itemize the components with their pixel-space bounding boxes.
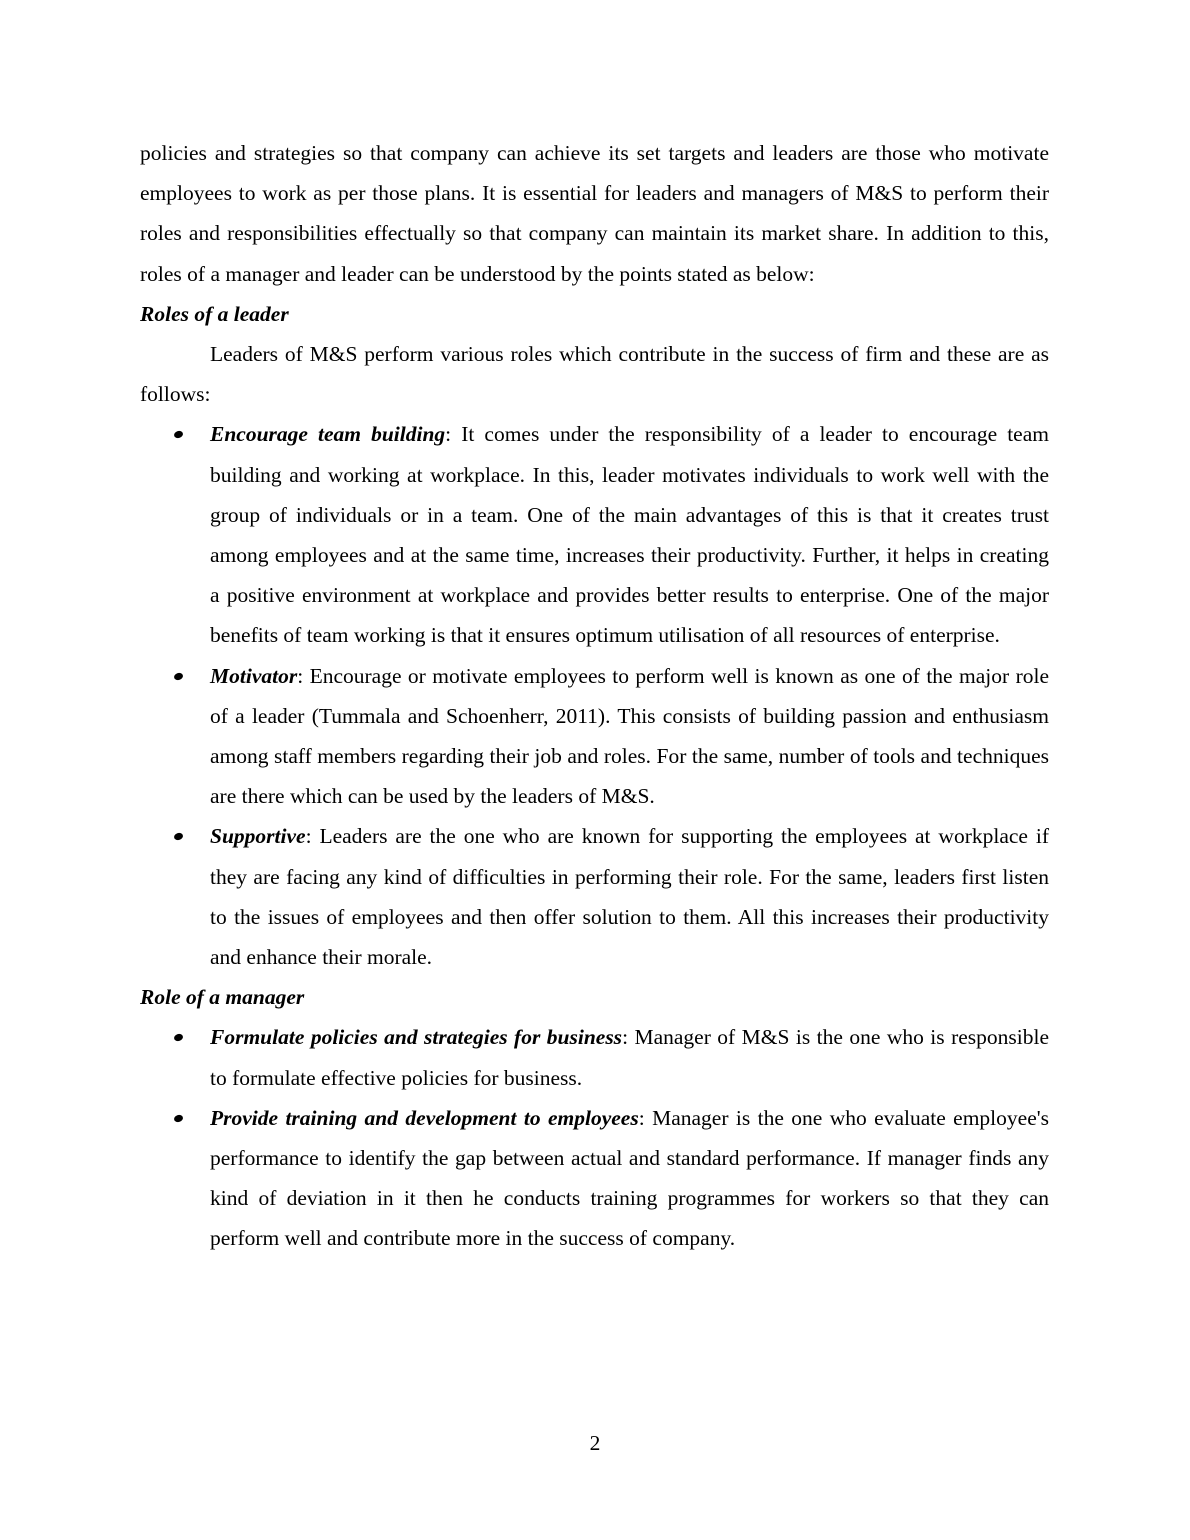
bullet-icon xyxy=(173,430,184,440)
leader-section-heading: Roles of a leader xyxy=(140,301,289,326)
bullet-icon xyxy=(173,1033,184,1043)
list-item-term: Formulate policies and strategies for business xyxy=(210,1025,623,1050)
list-item xyxy=(210,1098,1049,1259)
list-item xyxy=(210,414,1049,655)
list-item-term: Motivator xyxy=(210,663,298,688)
leader-roles-list xyxy=(140,414,1049,977)
document-page xyxy=(140,133,1049,1259)
intro-paragraph: policies and strategies so that company can achieve its set targets and leaders are those who motivate employees to work as per those plans. It is essential for leaders and managers of M&S to perform their roles and responsibilities effectually so that company can maintain its market share. In addition to this, roles of a manager and leader can be understood by the points stated as below: xyxy=(140,141,1049,286)
list-item xyxy=(210,816,1049,977)
bullet-icon xyxy=(173,1114,184,1124)
bullet-icon xyxy=(173,832,184,842)
list-item-text: : Leaders are the one who are known for supporting the employees at workplace if they are facing any kind of difficulties in performing their role. For the same, leaders first listen to the issues of employees and then offer solution to them. All this increases their productivity and enhance their morale. xyxy=(210,824,1049,970)
bullet-icon xyxy=(173,671,184,681)
list-item-term: Supportive xyxy=(210,824,306,849)
leader-section-intro: Leaders of M&S perform various roles which contribute in the success of firm and these are as follows: xyxy=(140,342,1049,407)
list-item-text: : Manager is the one who evaluate employee's performance to identify the gap between actual and standard performance. If manager finds any kind of deviation in it then he conducts training programmes for workers so that they can perform well and contribute more in the success of company. xyxy=(210,1105,1049,1251)
list-item-text: : Manager of M&S is the one who is responsible to formulate effective policies for business. xyxy=(210,1025,1050,1090)
list-item-text: : It comes under the responsibility of a leader to encourage team building and working at workplace. In this, leader motivates individuals to work well with the group of individuals or in a team. One of the main advantages of this is that it creates trust among employees and at the same time, increases their productivity. Further, it helps in creating a positive environment at workplace and provides better results to enterprise. One of the major benefits of team working is that it ensures optimum utilisation of all resources of enterprise. xyxy=(210,422,1049,648)
manager-roles-list xyxy=(140,1017,1049,1258)
manager-section-heading: Role of a manager xyxy=(140,985,305,1010)
list-item-term: Provide training and development to employees xyxy=(210,1105,639,1130)
list-item-text: : Encourage or motivate employees to perform well is known as one of the major role of a leader (Tummala and Schoenherr, 2011). This consists of building passion and enthusiasm among staff members regarding their job and roles. For the same, number of tools and techniques are there which can be used by the leaders of M&S. xyxy=(210,663,1049,809)
list-item xyxy=(210,1017,1049,1097)
page-number: 2 xyxy=(589,1431,601,1455)
list-item xyxy=(210,656,1049,817)
list-item-term: Encourage team building xyxy=(210,422,446,447)
